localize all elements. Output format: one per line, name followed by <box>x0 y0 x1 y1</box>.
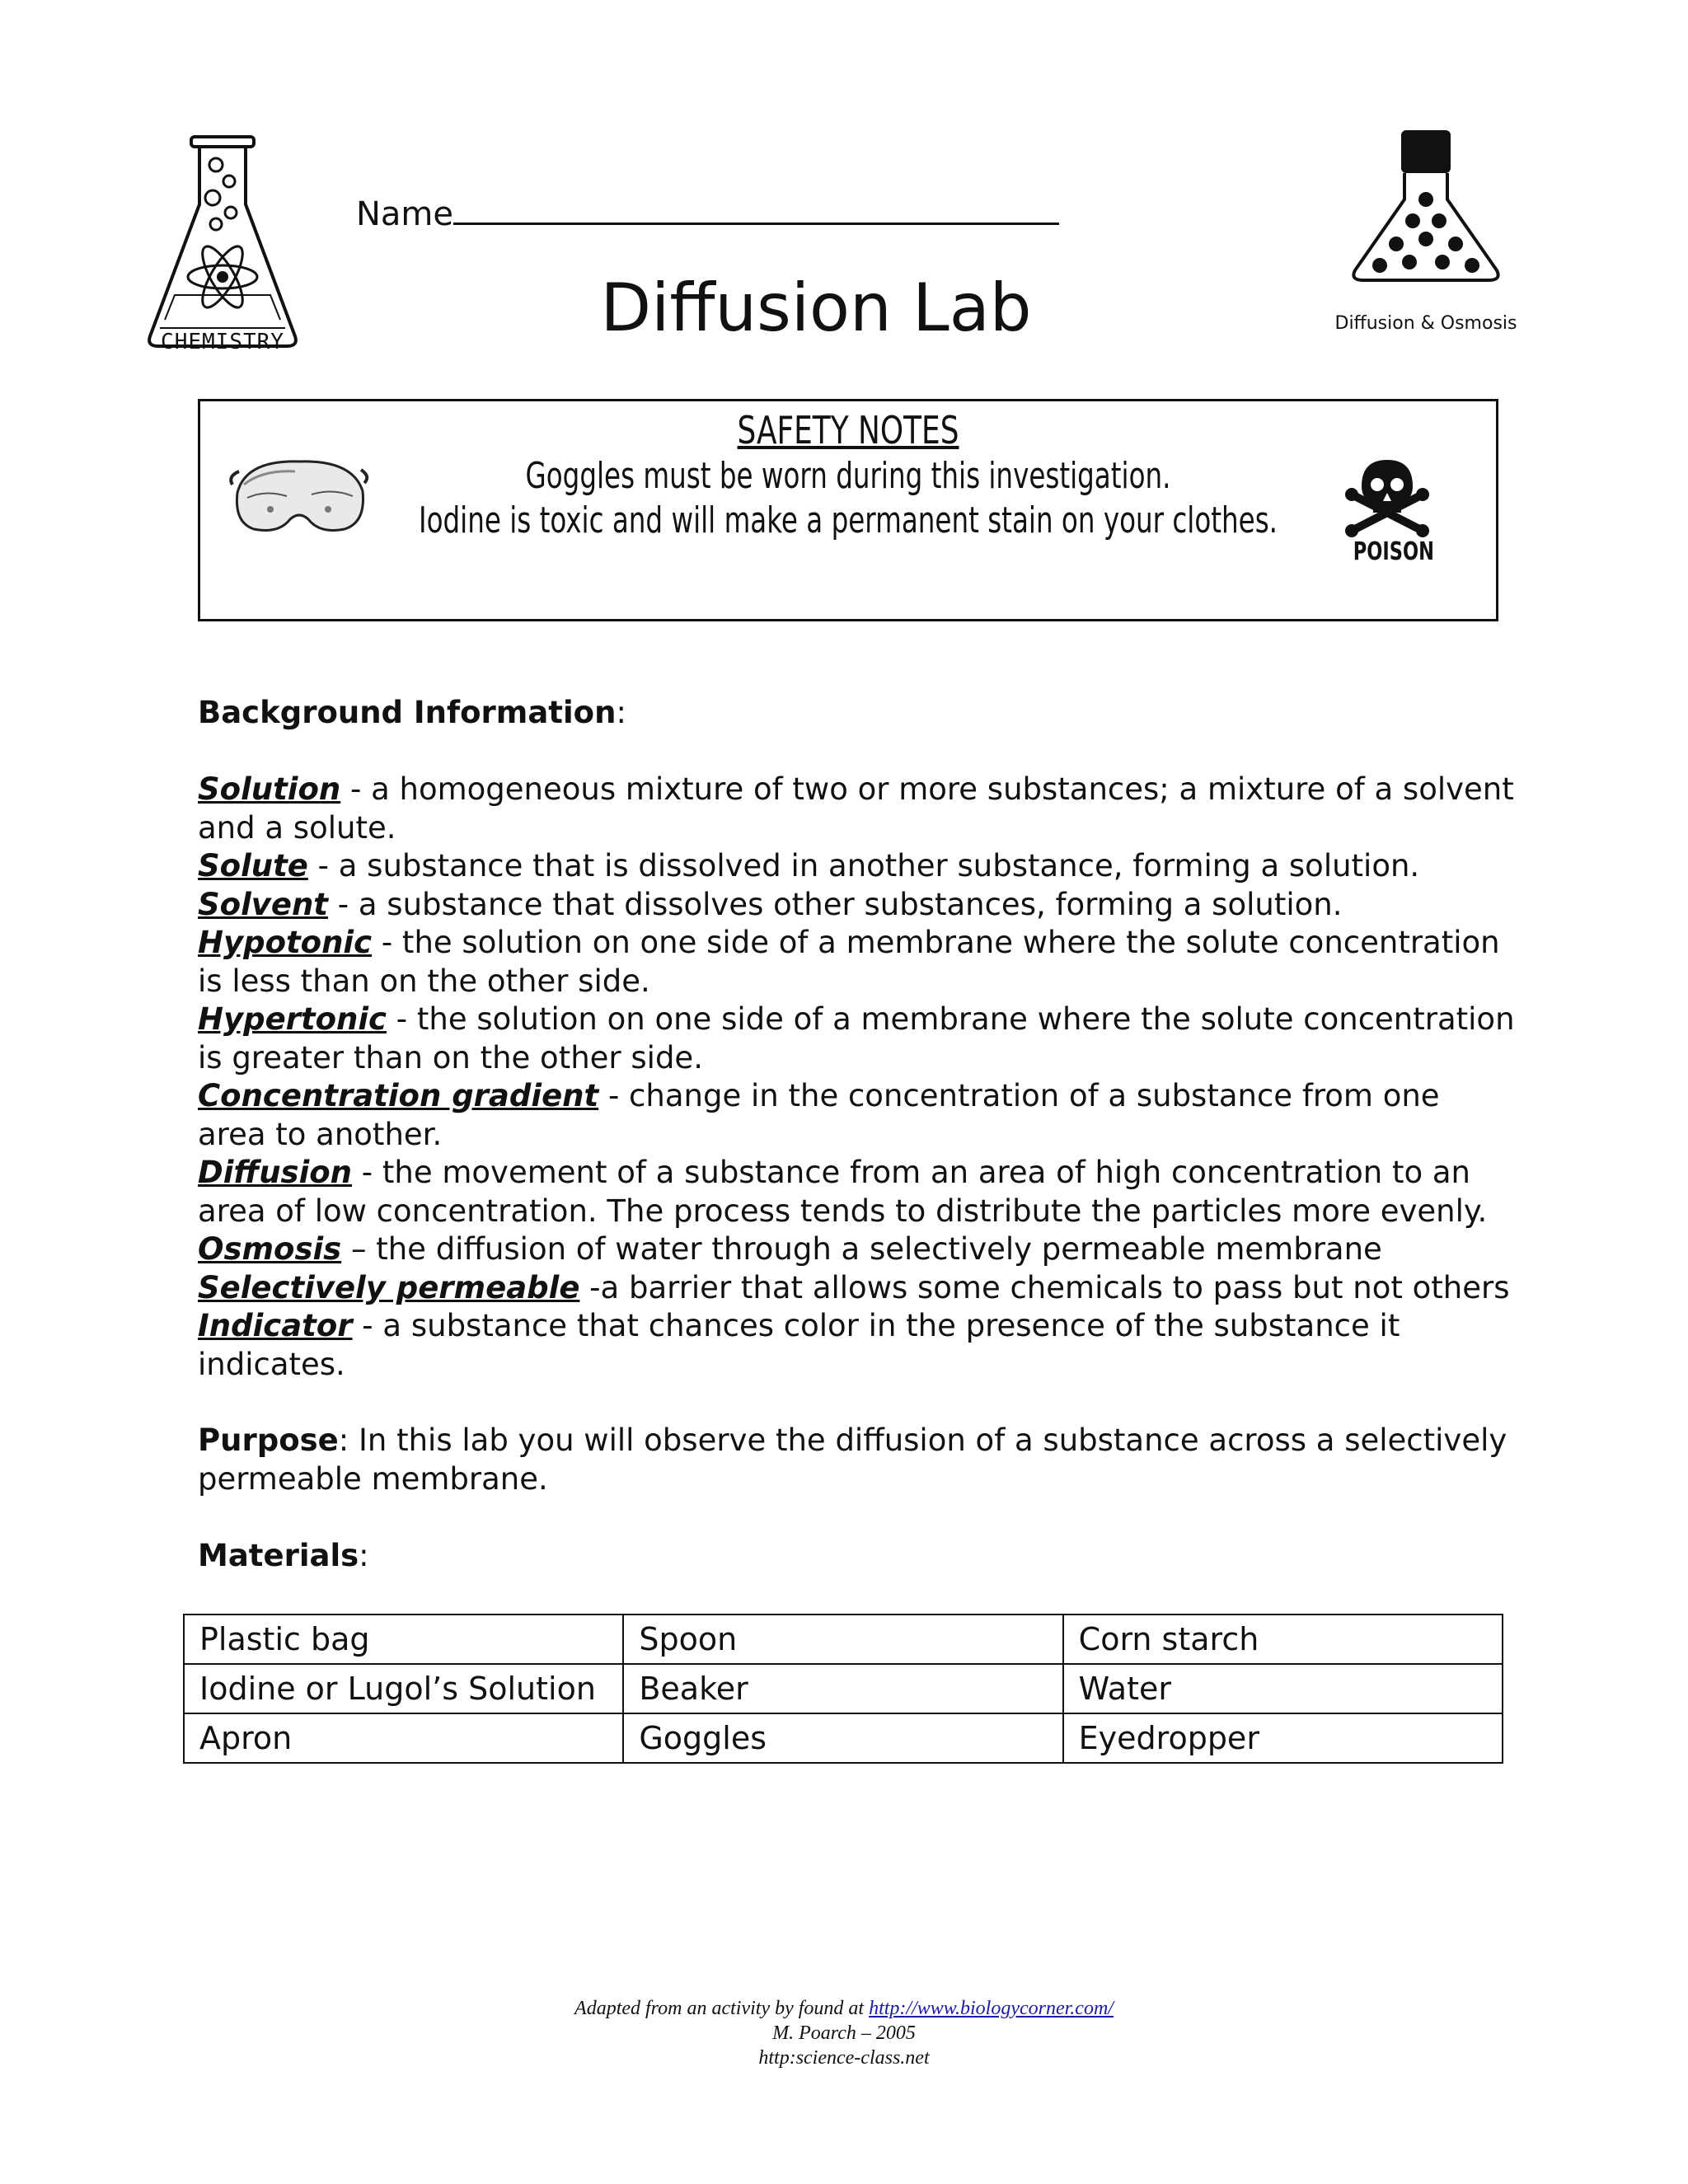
table-cell: Water <box>1063 1664 1503 1713</box>
background-heading-colon: : <box>616 695 626 730</box>
definition-text: - a substance that dissolves other substances, forming a solution. <box>328 886 1343 922</box>
definition-term: Concentration gradient <box>198 1078 599 1113</box>
definition-item <box>198 771 1517 847</box>
definition-term: Indicator <box>198 1308 353 1343</box>
background-heading <box>198 694 1517 733</box>
definition-term: Solute <box>198 848 308 883</box>
footer-author: M. Poarch – 2005 <box>772 2022 916 2044</box>
definition-text: - a substance that is dissolved in another substance, forming a solution. <box>307 848 1420 883</box>
definitions-list <box>198 771 1517 1384</box>
definition-term: Osmosis <box>198 1231 342 1267</box>
definition-text: – the diffusion of water through a selectively permeable membrane <box>341 1231 1382 1267</box>
table-cell: Plastic bag <box>184 1615 623 1664</box>
definition-item <box>198 1269 1517 1308</box>
table-row <box>184 1713 1503 1763</box>
table-cell: Iodine or Lugol’s Solution <box>184 1664 623 1713</box>
definition-term: Selectively permeable <box>198 1269 580 1305</box>
definition-text: - the solution on one side of a membrane where the solute concentration is greater than on the other side. <box>198 1001 1515 1076</box>
definition-item <box>198 924 1517 1001</box>
table-cell: Corn starch <box>1063 1615 1503 1664</box>
footer-attribution-text: Adapted from an activity by found at <box>574 1998 870 2019</box>
goggles-icon <box>229 443 369 551</box>
poison-label: POISON <box>1353 537 1434 566</box>
materials-heading-text: Materials <box>198 1538 359 1573</box>
definition-item <box>198 1077 1517 1154</box>
name-label: Name <box>356 195 454 233</box>
definition-item <box>198 847 1517 886</box>
materials-table <box>183 1614 1503 1764</box>
footer-site: http:science-class.net <box>758 2047 930 2069</box>
definition-term: Solvent <box>198 886 328 922</box>
poison-icon <box>1342 455 1432 570</box>
materials-heading <box>198 1537 1517 1576</box>
diffusion-flask-icon <box>1343 124 1508 288</box>
materials-heading-colon: : <box>359 1538 369 1573</box>
definition-item <box>198 886 1517 925</box>
definition-term: Hypotonic <box>198 925 373 960</box>
definition-item <box>198 1154 1517 1230</box>
diffusion-osmosis-caption: Diffusion & Osmosis <box>1334 313 1517 334</box>
table-row <box>184 1615 1503 1664</box>
chemistry-caption: CHEMISTRY <box>161 330 284 354</box>
definition-text: - a substance that chances color in the presence of the substance it indicates. <box>198 1308 1400 1382</box>
definition-text: -a barrier that allows some chemicals to pass but not others <box>579 1269 1510 1305</box>
table-cell: Spoon <box>623 1615 1062 1664</box>
page-title: Diffusion Lab <box>600 269 1032 346</box>
definition-term: Diffusion <box>198 1155 353 1190</box>
purpose-text: : In this lab you will observe the diffusion of a substance across a selectively permeable membrane. <box>198 1422 1507 1497</box>
table-cell: Apron <box>184 1713 623 1763</box>
purpose-section <box>198 1422 1517 1498</box>
purpose-label: Purpose <box>198 1422 339 1458</box>
safety-note-iodine: Iodine is toxic and will make a permanent stain on your clothes. <box>418 499 1278 541</box>
definition-item <box>198 1001 1517 1077</box>
table-cell: Eyedropper <box>1063 1713 1503 1763</box>
chemistry-flask-icon <box>140 130 305 361</box>
definition-text: - a homogeneous mixture of two or more substances; a mixture of a solvent and a solute. <box>198 771 1514 846</box>
definition-text: - the movement of a substance from an area of high concentration to an area of low concentration. The process tends to distribute the particles more evenly. <box>198 1155 1488 1229</box>
definition-text: - the solution on one side of a membrane where the solute concentration is less than on the other side. <box>198 925 1500 999</box>
safety-note-goggles: Goggles must be worn during this investigation. <box>525 455 1171 497</box>
safety-notes-title: SAFETY NOTES <box>737 408 959 452</box>
table-cell: Beaker <box>623 1664 1062 1713</box>
table-row <box>184 1664 1503 1713</box>
biologycorner-link[interactable]: http://www.biologycorner.com/ <box>869 1998 1114 2019</box>
footer <box>0 1996 1688 2070</box>
table-cell: Goggles <box>623 1713 1062 1763</box>
definition-term: Solution <box>198 771 341 807</box>
definition-item <box>198 1307 1517 1384</box>
skull-crossbones-icon <box>1342 455 1432 537</box>
definition-text: - change in the concentration of a substance from one area to another. <box>198 1078 1440 1152</box>
name-field[interactable] <box>356 194 1059 233</box>
footer-attribution <box>0 1996 1688 2021</box>
definition-item <box>198 1230 1517 1269</box>
definition-term: Hypertonic <box>198 1001 387 1037</box>
background-heading-text: Background Information <box>198 695 617 730</box>
name-underline[interactable] <box>453 194 1059 225</box>
